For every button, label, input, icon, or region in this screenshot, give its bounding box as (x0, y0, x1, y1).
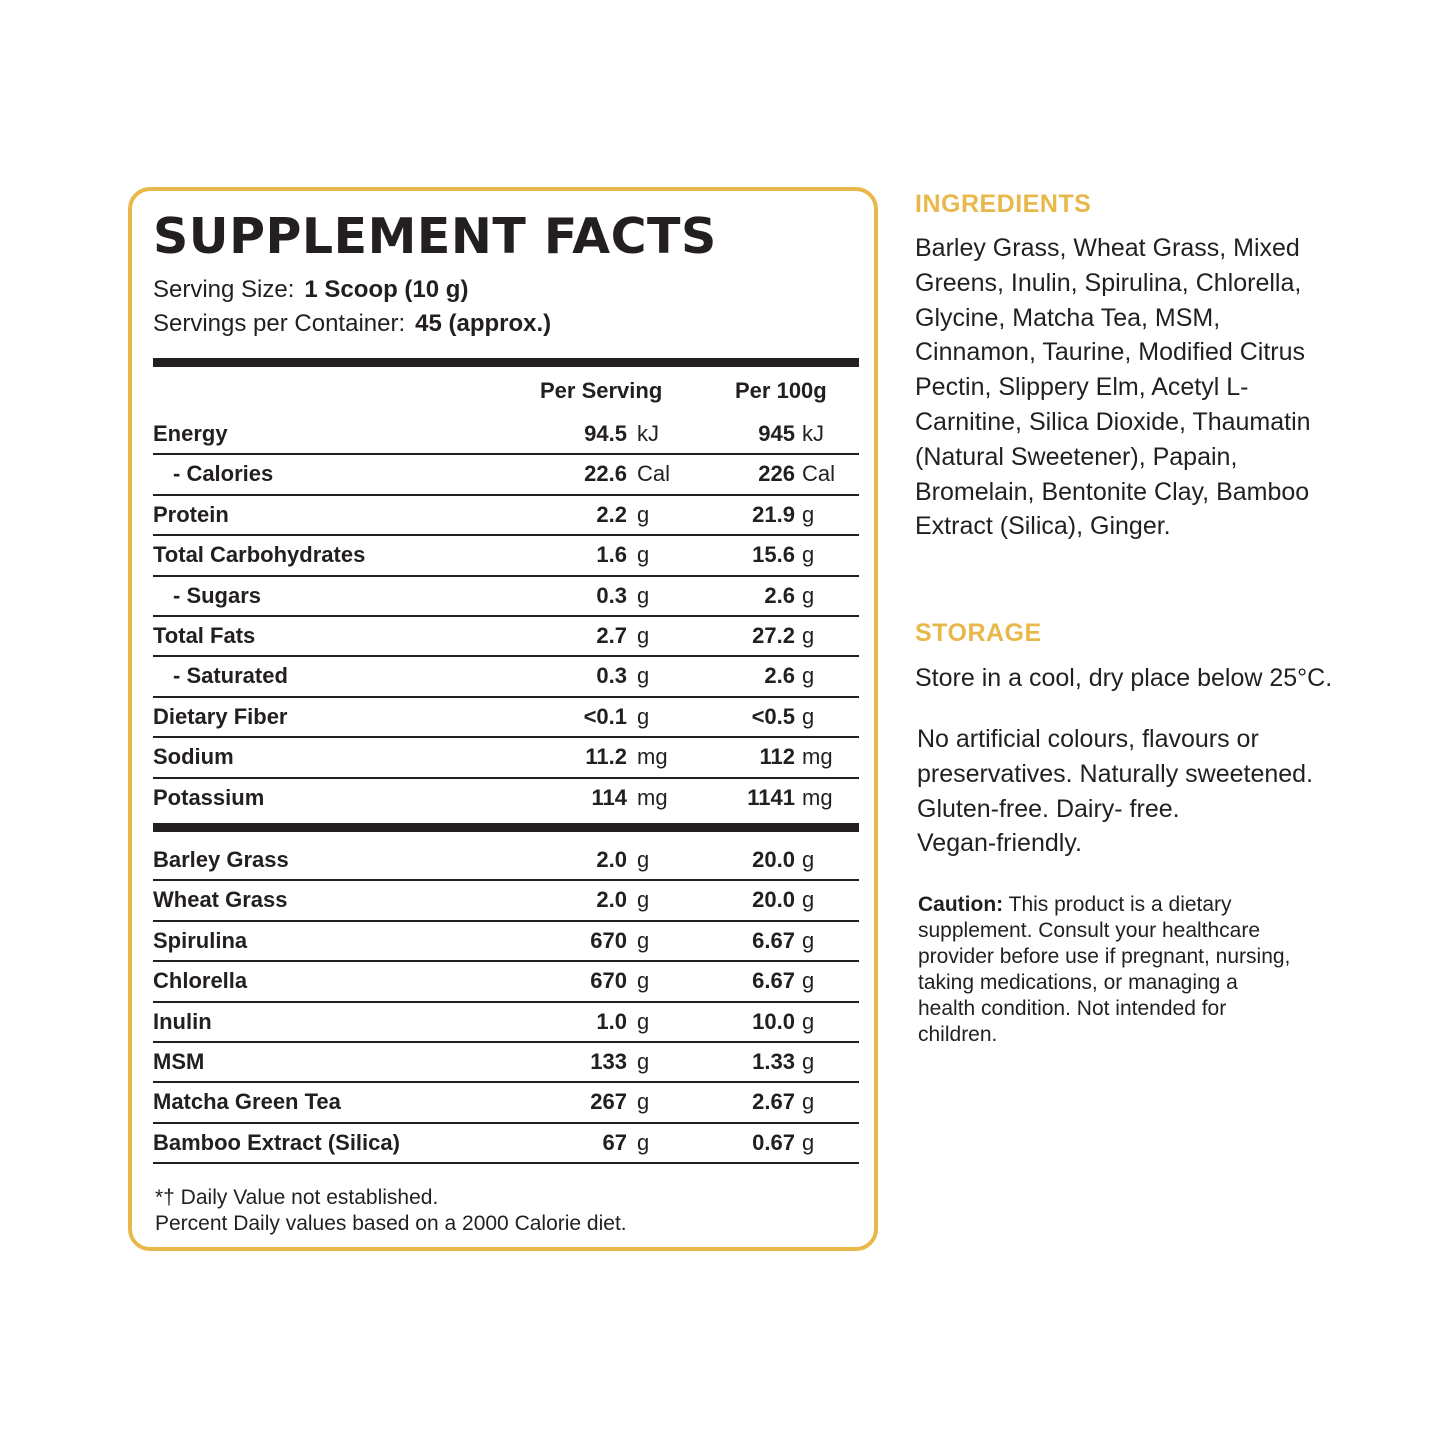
per-100g-value: 1.33 (752, 1048, 795, 1074)
per-serving-unit: g (637, 622, 650, 648)
per-100g-value: 2.6 (764, 582, 795, 608)
per-100g-unit: mg (802, 784, 833, 810)
per-100g-value: <0.5 (751, 703, 795, 729)
per-serving-value: 2.2 (596, 501, 627, 527)
table-row (153, 1081, 859, 1121)
caution-text: This product is a dietary supplement. Consult your healthcare provider before use if pregnant, nursing, taking medications, or managing a health condition. Not intended for children. (918, 893, 1291, 1046)
servings-value: 45 (approx.) (415, 310, 552, 337)
per-serving-value: 114 (591, 784, 627, 810)
per-serving-unit: g (637, 887, 650, 913)
per-100g-unit: g (802, 1089, 815, 1115)
supplement-facts-panel (128, 187, 878, 1251)
nutrient-name: MSM (153, 1048, 205, 1074)
per-100g-value: 1141 (747, 784, 795, 810)
column-header-per-100g: Per 100g (735, 378, 827, 403)
nutrient-name: Chlorella (153, 968, 248, 994)
nutrient-name: Barley Grass (153, 847, 289, 872)
per-serving-unit: g (637, 1129, 650, 1155)
per-100g-unit: g (802, 542, 815, 568)
table-row (153, 920, 859, 960)
per-serving-value: 0.3 (596, 663, 627, 689)
nutrient-table (153, 415, 859, 817)
per-100g-value: 2.67 (752, 1089, 795, 1115)
per-100g-value: 6.67 (752, 968, 795, 994)
nutrient-name: Spirulina (153, 927, 248, 953)
per-100g-unit: g (802, 927, 815, 953)
per-serving-unit: g (637, 968, 650, 994)
per-serving-value: 670 (590, 927, 627, 953)
table-row (153, 615, 859, 655)
storage-text: Store in a cool, dry place below 25°C. (915, 664, 1333, 692)
per-serving-value: 22.6 (584, 461, 627, 487)
per-100g-unit: g (802, 501, 815, 527)
per-serving-value: 133 (590, 1048, 627, 1074)
nutrient-name: Total Carbohydrates (153, 542, 366, 568)
per-100g-value: 2.6 (764, 663, 795, 689)
nutrient-name: Dietary Fiber (153, 703, 288, 729)
per-100g-value: 15.6 (752, 542, 795, 568)
per-serving-unit: g (637, 663, 650, 689)
per-serving-unit: g (637, 1048, 650, 1074)
per-serving-unit: g (637, 847, 650, 872)
nutrient-name: Matcha Green Tea (153, 1089, 341, 1115)
nutrient-name: Inulin (153, 1008, 212, 1034)
per-serving-value: 1.0 (596, 1008, 627, 1034)
table-row (153, 1001, 859, 1041)
per-serving-unit: g (637, 1008, 650, 1034)
table-row (153, 415, 859, 453)
product-claims (917, 722, 1313, 861)
nutrient-name: Wheat Grass (153, 887, 288, 913)
nutrient-name: Bamboo Extract (Silica) (153, 1129, 400, 1155)
per-serving-value: 2.0 (596, 887, 627, 913)
per-100g-value: 21.9 (752, 501, 795, 527)
per-100g-unit: g (802, 1048, 815, 1074)
per-100g-unit: Cal (802, 461, 836, 487)
claim-line: preservatives. Naturally sweetened. (917, 759, 1314, 788)
ingredients-heading: INGREDIENTS (915, 190, 1092, 218)
nutrient-name: - Saturated (173, 663, 288, 689)
per-serving-value: <0.1 (583, 703, 627, 729)
claim-line: No artificial colours, flavours or (917, 725, 1259, 753)
table-row (153, 777, 859, 817)
per-serving-unit: g (637, 542, 650, 568)
per-serving-value: 2.0 (596, 847, 627, 872)
per-100g-value: 20.0 (752, 887, 795, 913)
per-100g-value: 0.67 (752, 1129, 795, 1155)
per-100g-unit: g (802, 703, 815, 729)
servings-per-container (153, 309, 551, 339)
nutrient-name: Protein (153, 501, 229, 527)
table-row (153, 575, 859, 615)
claim-line: Vegan-friendly. (917, 829, 1082, 858)
nutrient-name: Sodium (153, 744, 234, 770)
table-row (153, 960, 859, 1000)
per-serving-unit: mg (637, 784, 668, 810)
per-100g-value: 226 (758, 461, 795, 487)
per-serving-value: 1.6 (596, 542, 627, 568)
per-100g-unit: g (802, 582, 815, 608)
serving-size-label: Serving Size: (153, 276, 295, 303)
per-100g-unit: g (802, 847, 815, 872)
table-row (153, 879, 859, 919)
per-serving-unit: mg (637, 744, 668, 770)
table-row (153, 696, 859, 736)
per-100g-unit: g (802, 622, 815, 648)
per-100g-unit: g (802, 663, 815, 689)
servings-label: Servings per Container: (153, 310, 406, 337)
per-100g-unit: kJ (802, 421, 824, 446)
per-100g-value: 27.2 (752, 622, 795, 648)
per-serving-value: 2.7 (596, 622, 627, 648)
table-row (153, 1122, 859, 1164)
caution-label: Caution: (918, 893, 1004, 916)
serving-size (153, 275, 468, 305)
per-serving-unit: kJ (637, 421, 659, 446)
per-serving-value: 670 (590, 968, 627, 994)
table-row (153, 453, 859, 493)
table-row (153, 534, 859, 574)
per-serving-unit: g (637, 501, 650, 527)
per-100g-value: 20.0 (752, 847, 795, 872)
per-serving-unit: g (637, 1089, 650, 1115)
nutrient-name: - Sugars (173, 582, 262, 608)
table-row (153, 841, 859, 879)
storage-heading: STORAGE (915, 619, 1042, 647)
nutrient-name: Total Fats (153, 622, 256, 648)
per-100g-unit: mg (802, 744, 833, 770)
nutrient-name: Energy (153, 421, 228, 446)
per-100g-unit: g (802, 968, 815, 994)
footnote-calorie-basis: Percent Daily values based on a 2000 Calorie diet. (155, 1212, 627, 1235)
per-serving-unit: g (637, 703, 650, 729)
per-100g-unit: g (802, 887, 815, 913)
ingredients-text: Barley Grass, Wheat Grass, Mixed Greens, Inulin, Spirulina, Chlorella, Glycine, Matcha Tea, MSM, Cinnamon, Taurine, Modified Citrus Pectin, Slippery Elm, Acetyl L-Carnitine, Silica Dioxide, Thaumatin (Natural Sweetener), Papain, Bromelain, Bentonite Clay, Bamboo Extract (Silica), Ginger. (915, 234, 1311, 541)
claim-line: Gluten-free. Dairy- free. (917, 794, 1180, 823)
per-serving-unit: g (637, 927, 650, 953)
per-serving-value: 67 (602, 1129, 627, 1155)
per-100g-value: 945 (758, 421, 795, 446)
per-100g-unit: g (802, 1008, 815, 1034)
column-header-per-serving: Per Serving (540, 378, 663, 403)
serving-size-value: 1 Scoop (10 g) (304, 276, 469, 303)
caution-note (918, 892, 1298, 1048)
per-serving-unit: g (637, 582, 650, 608)
footnote-daily-value: *† Daily Value not established. (155, 1186, 439, 1209)
per-serving-value: 94.5 (584, 421, 627, 446)
table-row (153, 494, 859, 534)
nutrient-name: Potassium (153, 784, 265, 810)
per-serving-value: 267 (590, 1089, 627, 1115)
table-row (153, 1041, 859, 1081)
per-serving-value: 0.3 (596, 582, 627, 608)
table-row (153, 655, 859, 695)
thick-divider-top (153, 358, 859, 367)
per-100g-value: 6.67 (752, 927, 795, 953)
per-serving-unit: Cal (637, 461, 671, 487)
per-100g-unit: g (802, 1129, 815, 1155)
table-row (153, 736, 859, 776)
thick-divider-middle (153, 823, 859, 832)
nutrient-name: - Calories (173, 461, 274, 487)
per-serving-value: 11.2 (585, 744, 627, 770)
per-100g-value: 10.0 (752, 1008, 795, 1034)
actives-table (153, 841, 859, 1164)
facts-title: SUPPLEMENT FACTS (153, 208, 717, 265)
per-100g-value: 112 (759, 744, 795, 770)
